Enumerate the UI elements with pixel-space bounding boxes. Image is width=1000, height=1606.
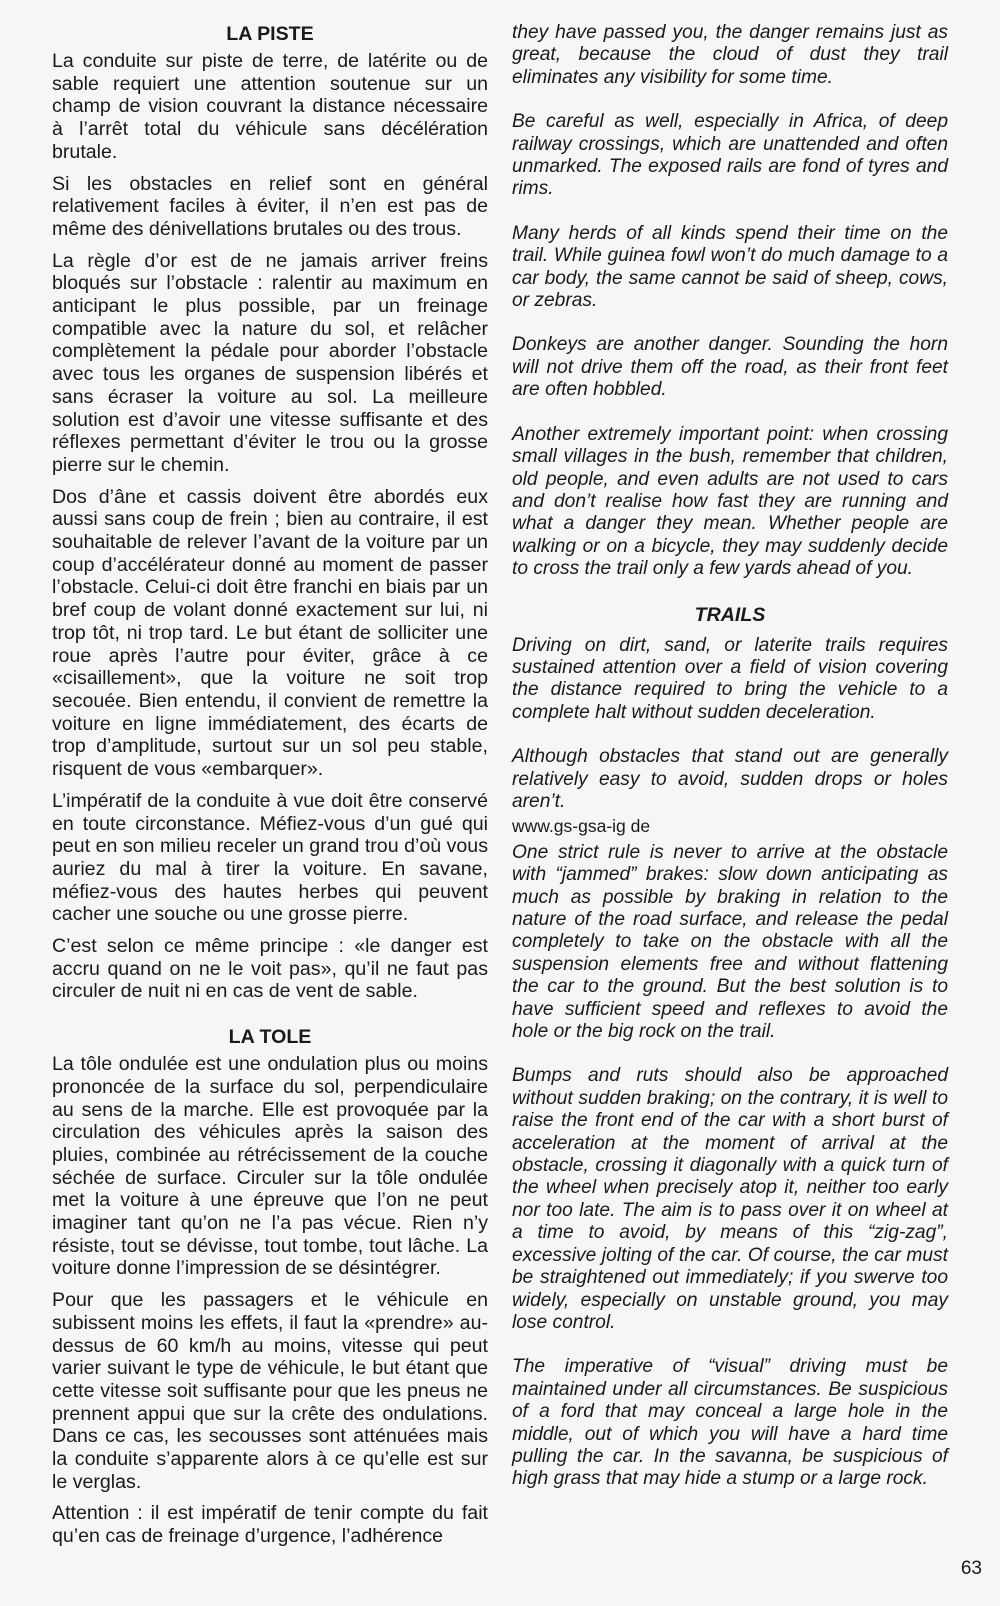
paragraph: Dos d’âne et cassis doivent être abordés eux aussi sans coup de frein ; bien au contraire, il est souhaitable de relever l’avant de la voiture par un coup d’accélérateur donné au moment de passer l’obstacle. Celui-ci doit être franchi en biais par un bref coup de volant donné exactement sur lui, ni trop tôt, ni trop tard. Le but étant de solliciter une roue après l’autre pour éviter, grâce à ce «cisaillement», que la voiture ne soit trop secouée. Bien entendu, il convient de remettre la voiture en ligne immédiatement, des écarts de trop d’amplitude, surtout sur un sol peu stable, risquent de vous «embarquer». [52,485,488,781]
paragraph: Pour que les passagers et le véhicule en subissent moins les effets, il faut la «prendre» au-dessus de 60 km/h au moins, vitesse qui peut varier suivant le type de véhicule, le but étant que cette vitesse soit suffisante pour que les pneus ne prennent appui que sur la crête des ondulations. Dans ce cas, les secousses sont atténuées mais la conduite s’apparente alors à ce qu’elle est sur le verglas. [52,1289,488,1493]
heading-la-tole: LA TOLE [228,1026,312,1049]
paragraph: La règle d’or est de ne jamais arriver freins bloqués sur l’obstacle : ralentir au maximum en anticipant le plus possible, par un freinage compatible avec la nature du sol, et relâcher complètement la pédale pour aborder l’obstacle avec tous les organes de suspension libérés et sans écraser la voiture au sol. La meilleure solution est d’avoir une vitesse suffisante et des réflexes permettant d’éviter le trou ou la grosse pierre sur le chemin. [52,249,488,476]
page-number: 63 [960,1558,982,1579]
paragraph: La tôle ondulée est une ondulation plus ou moins prononcée de la surface du sol, perpendiculaire au sens de la marche. Elle est provoquée par la circulation des véhicules après la saison des pluies, combinée au rétrécissement de la couche séchée de surface. Circuler sur la tôle ondulée met la voiture à une épreuve que l’on ne peut imaginer tant qu’on ne l’a pas vécue. Rien n’y résiste, tout se dévisse, tout tombe, tout lâche. La voiture donne l’impression de se désintégrer. [52,1053,488,1280]
paragraph: Another extremely important point: when crossing small villages in the bush, remember that children, old people, and even adults are not used to cars and don’t realise how fast they are running and what a danger they mean. Whether people are walking or on a bicycle, they may suddenly decide to cross the trail only a few yards ahead of you. [512,423,948,580]
heading-la-piste: LA PISTE [226,23,314,45]
paragraph: Bumps and ruts should also be approached without sudden braking; on the contrary, it is well to raise the front end of the car with a short burst of acceleration at the moment of arrival at the obstacle, crossing it diagonally with a quick turn of the wheel when precisely atop it, neither too early nor too late. The aim is to pass over it on wheel at a time to avoid, by means of this “zig-zag”, excessive jolting of the car. Of course, the car must be straightened out immediately; if you swerve too widely, especially on unstable ground, you may lose control. [512,1065,948,1333]
paragraph: Although obstacles that stand out are generally relatively easy to avoid, sudden drops or holes aren’t. [512,746,948,812]
heading-trails: TRAILS [694,603,766,626]
paragraph: Driving on dirt, sand, or laterite trails requires sustained attention over a field of vision covering the distance required to bring the vehicle to a complete halt without sudden deceleration. [512,634,948,723]
paragraph: The imperative of “visual” driving must be maintained under all circumstances. Be suspicious of a ford that may conceal a large hole in the middle, out of which you will have a hard time pulling the car. In the savanna, be suspicious of high grass that may hide a stump or a large rock. [512,1356,948,1490]
paragraph: La conduite sur piste de terre, de latérite ou de sable requiert une attention soutenue sur un champ de vision couvrant la distance nécessaire à l’arrêt total du véhicule sans décélération brutale. [52,50,488,163]
paragraph: One strict rule is never to arrive at the obstacle with “jammed” brakes: slow down anticipating as much as possible by braking in relation to the nature of the road surface, and release the pedal completely to take on the obstacle with all the suspension elements free and without flattening the car to the ground. But the best solution is to have sufficient speed and reflexes to avoid the hole or the big rock on the trail. [512,841,948,1043]
paragraph: Donkeys are another danger. Sounding the horn will not drive them off the road, as their front feet are often hobbled. [512,334,948,401]
paragraph: Si les obstacles en relief sont en général relativement faciles à éviter, il n’en est pas de même des dénivellations brutales ou des trous. [52,172,488,240]
paragraph: L’impératif de la conduite à vue doit être conservé en toute circonstance. Méfiez-vous d’un gué qui peut en son milieu receler un grand trou d’où vous auriez du mal à tirer la voiture. En savane, méfiez-vous des hautes herbes qui peuvent cacher une souche ou une grosse pierre. [52,789,488,926]
paragraph: Be careful as well, especially in Africa, of deep railway crossings, which are unattended and often unmarked. The exposed rails are fond of tyres and rims. [512,111,948,200]
paragraph: they have passed you, the danger remains just as great, because the cloud of dust they trail eliminates any visibility for some time. [512,22,948,88]
right-column-english [512,22,948,1513]
watermark-url: www.gs-gsa-ig de [512,816,651,837]
left-column-french [52,22,488,1557]
paragraph: Attention : il est impératif de tenir compte du fait qu’en cas de freinage d’urgence, l’adhérence [52,1502,488,1548]
paragraph: Many herds of all kinds spend their time on the trail. While guinea fowl won’t do much damage to a car body, the same cannot be said of sheep, cows, or zebras. [512,222,948,312]
paragraph: C’est selon ce même principe : «le danger est accru quand on ne le voit pas», qu’il ne faut pas circuler de nuit ni en cas de vent de sable. [52,935,488,1003]
